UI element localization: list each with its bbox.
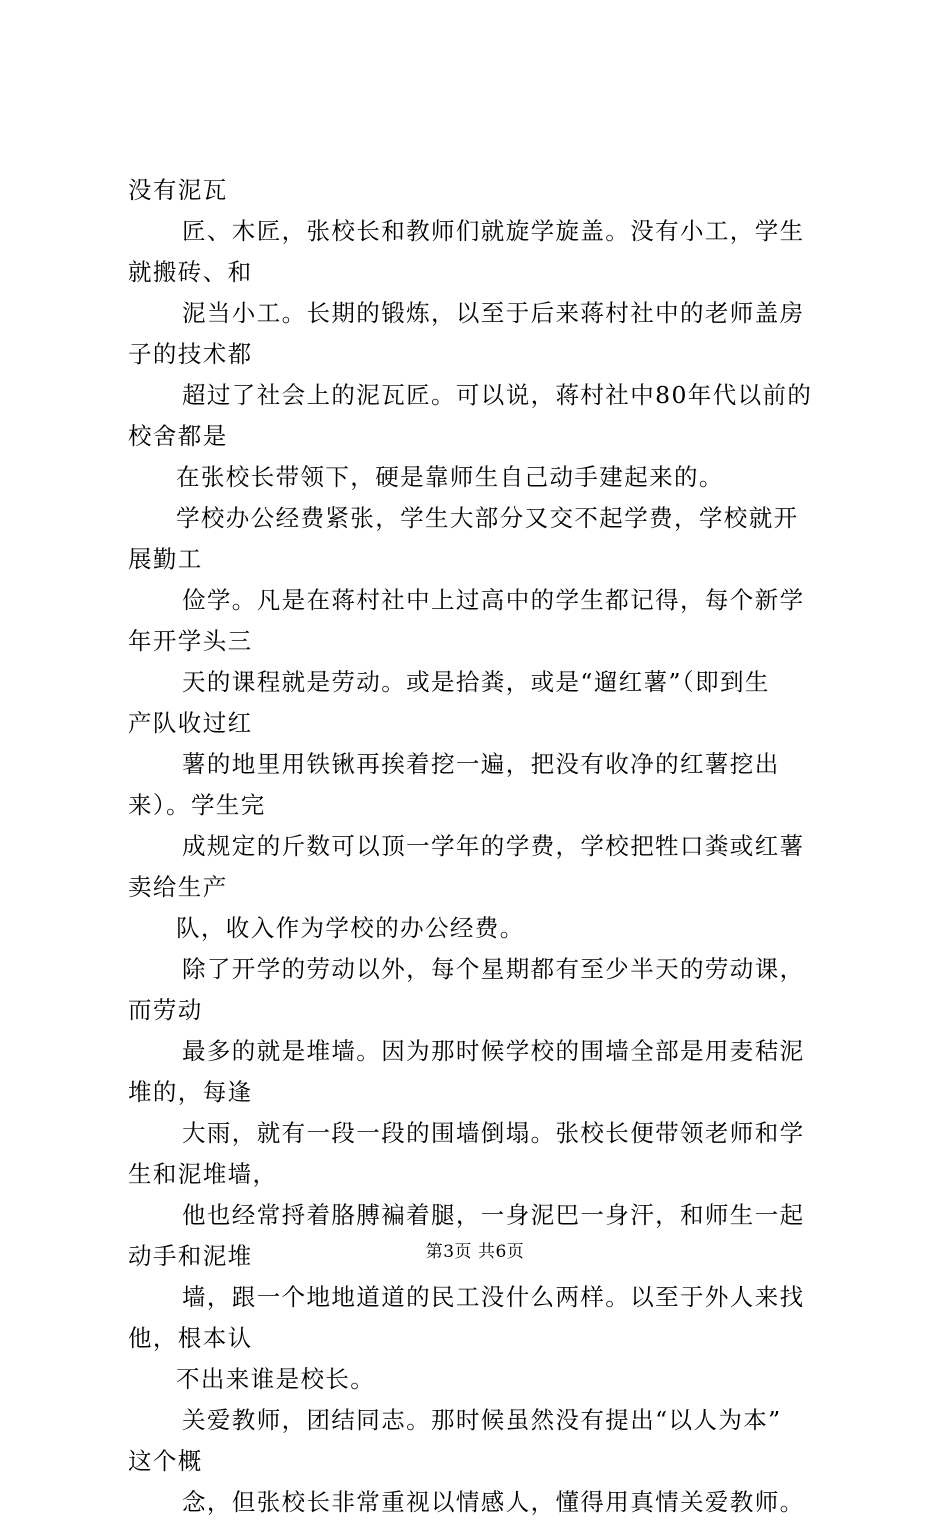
text-line: 就搬砖、和 xyxy=(128,258,253,286)
body-text xyxy=(128,170,832,1523)
text-line: 卖给生产 xyxy=(128,873,228,901)
page-footer: 第3页 共6页 xyxy=(425,1242,525,1262)
text-line: 展勤工 xyxy=(128,545,203,573)
text-line: 泥当小工。长期的锻炼，以至于后来蒋村社中的老师盖房 xyxy=(182,299,805,327)
text-line: 没有泥瓦 xyxy=(128,176,228,204)
text-line: 队，收入作为学校的办公经费。 xyxy=(176,914,525,942)
text-line: 天的课程就是劳动。或是拾粪，或是“遛红薯”（即到生 xyxy=(182,668,770,696)
text-line: 他，根本认 xyxy=(128,1324,253,1352)
text-line: 在张校长带领下，硬是靠师生自己动手建起来的。 xyxy=(176,463,724,491)
text-line: 年开学头三 xyxy=(128,627,253,655)
text-line: 子的技术都 xyxy=(128,340,253,368)
text-line: 生和泥堆墙， xyxy=(128,1160,278,1188)
text-line: 他也经常捋着胳膊褊着腿，一身泥巴一身汗，和师生一起 xyxy=(182,1201,805,1229)
text-line: 学校办公经费紧张，学生大部分又交不起学费，学校就开 xyxy=(176,504,799,532)
text-line: 产队收过红 xyxy=(128,709,253,737)
text-line: 大雨，就有一段一段的围墙倒塌。张校长便带领老师和学 xyxy=(182,1119,805,1147)
text-line: 俭学。凡是在蒋村社中上过高中的学生都记得，每个新学 xyxy=(182,586,805,614)
text-line: 薯的地里用铁锹再挨着挖一遍，把没有收净的红薯挖出 xyxy=(182,750,780,778)
text-line: 除了开学的劳动以外，每个星期都有至少半天的劳动课， xyxy=(182,955,805,983)
text-line: 来）。学生完 xyxy=(128,791,266,819)
text-line: 最多的就是堆墙。因为那时候学校的围墙全部是用麦秸泥 xyxy=(182,1037,805,1065)
text-line: 动手和泥堆 xyxy=(128,1242,253,1270)
text-line: 不出来谁是校长。 xyxy=(176,1365,376,1393)
text-line: 而劳动 xyxy=(128,996,203,1024)
text-line: 这个概 xyxy=(128,1447,203,1475)
text-line: 超过了社会上的泥瓦匠。可以说，蒋村社中80年代以前的 xyxy=(182,381,813,409)
text-line: 念，但张校长非常重视以情感人，懂得用真情关爱教师。 xyxy=(182,1488,805,1516)
text-line: 关爱教师，团结同志。那时候虽然没有提出“以人为本” xyxy=(182,1406,782,1434)
text-line: 成规定的斤数可以顶一学年的学费，学校把牲口粪或红薯 xyxy=(182,832,805,860)
text-line: 匠、木匠，张校长和教师们就旋学旋盖。没有小工，学生 xyxy=(182,217,805,245)
text-line: 堆的，每逢 xyxy=(128,1078,253,1106)
text-line: 校舍都是 xyxy=(128,422,228,450)
text-line: 墙，跟一个地地道道的民工没什么两样。以至于外人来找 xyxy=(182,1283,805,1311)
